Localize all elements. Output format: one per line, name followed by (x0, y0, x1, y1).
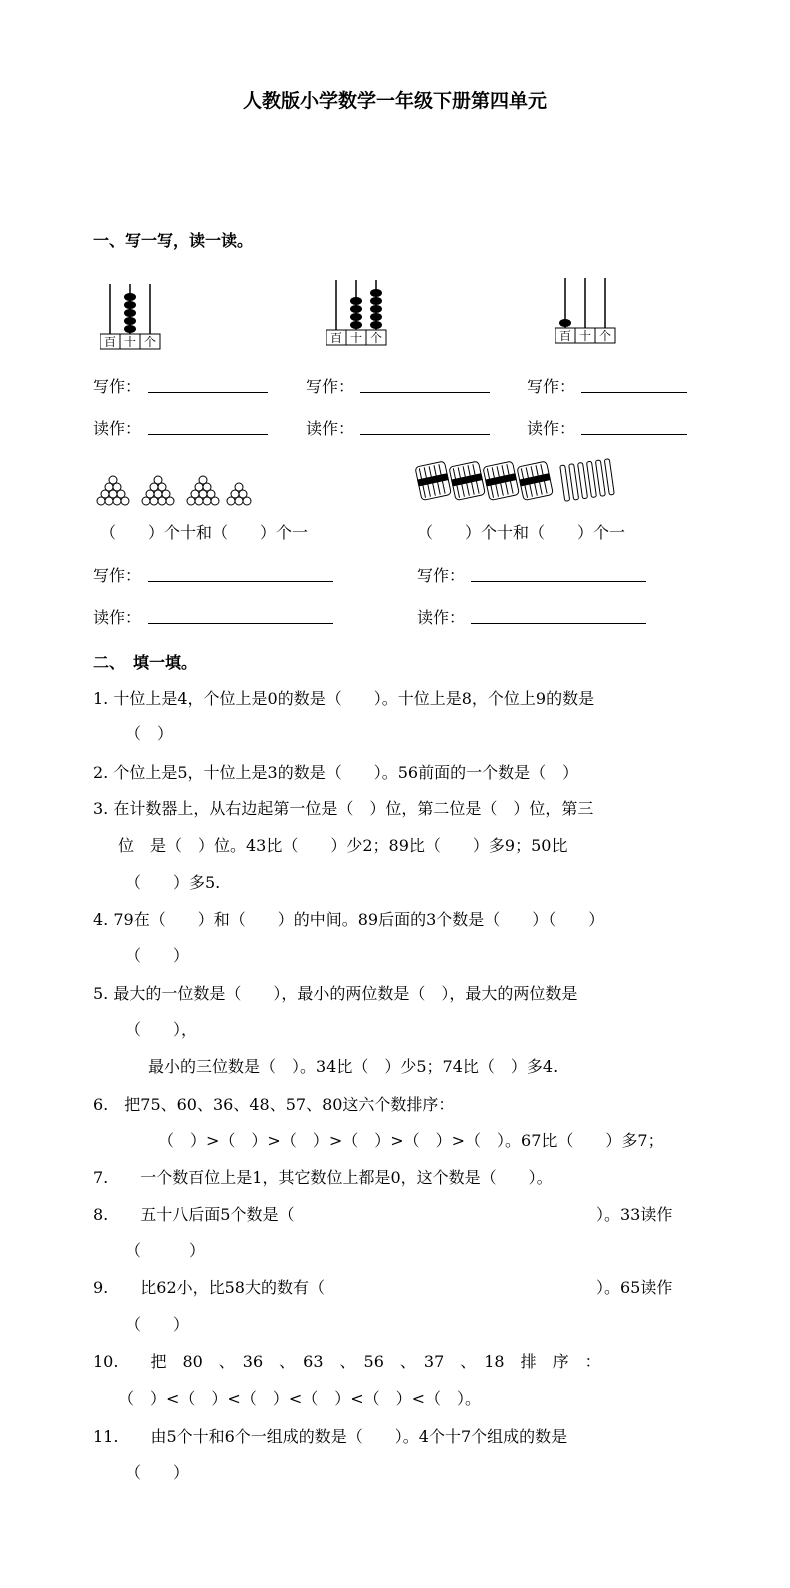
stick-bundles-image (412, 456, 617, 502)
abacus-3-hundreds-bead (559, 319, 571, 327)
read-label: 读作： (527, 419, 576, 438)
page-title: 人教版小学数学一年级下册第四单元 (242, 90, 547, 112)
question-7: 7. 一个数百位上是1，其它数位上都是0，这个数是（ ）。 (93, 1168, 553, 1187)
question-11-cont: （ ） (125, 1463, 190, 1482)
write-blank[interactable] (148, 581, 333, 582)
question-3: 3. 在计数器上，从右边起第一位是（ ）位，第二位是（ ）位，第三 (93, 799, 594, 818)
read-blank[interactable] (148, 623, 333, 624)
count-prompt-right: （ ）个十和（ ）个一 (417, 523, 626, 542)
question-10: 10. 把 80 、 36 、 63 、 56 、 37 、 18 排 序 ： (93, 1352, 601, 1371)
svg-text:百: 百 (558, 329, 572, 343)
write-label: 写作： (306, 377, 355, 396)
question-9-cont: （ ） (125, 1315, 190, 1334)
question-8-end: ）。33读作 (596, 1205, 673, 1224)
abacus-2-tens-beads (350, 297, 362, 329)
question-2: 2. 个位上是5，十位上是3的数是（ ）。56前面的一个数是（ ） (93, 763, 579, 782)
read-label: 读作： (93, 419, 142, 438)
place-label-ones: 个 (143, 335, 157, 349)
section-2-heading: 二、 填一填。 (93, 653, 198, 672)
place-label-tens: 十 (123, 335, 137, 349)
abacus-2-ones-beads (370, 289, 382, 329)
abacus-1 (100, 282, 162, 350)
question-11: 11. 由5个十和6个一组成的数是（ ）。4个十7个组成的数是 (93, 1427, 568, 1446)
ball-triangles-image (96, 474, 261, 508)
svg-text:十: 十 (578, 329, 592, 343)
question-8: 8. 五十八后面5个数是（ (93, 1205, 295, 1224)
write-blank[interactable] (148, 392, 268, 393)
count-prompt-left: （ ）个十和（ ）个一 (100, 523, 309, 542)
read-blank[interactable] (471, 623, 646, 624)
svg-text:百: 百 (329, 331, 343, 345)
question-9-end: ）。65读作 (596, 1278, 673, 1297)
read-label: 读作： (93, 608, 142, 627)
write-label: 写作： (93, 377, 142, 396)
question-6-cont: （ ）>（ ）>（ ）>（ ）>（ ）>（ ）。67比（ ）多7； (158, 1131, 664, 1150)
question-9: 9. 比62小，比58大的数有（ (93, 1278, 325, 1297)
question-6: 6. 把75、60、36、48、57、80这六个数排序： (93, 1095, 455, 1114)
write-blank[interactable] (471, 581, 646, 582)
question-4-cont: （ ） (125, 946, 190, 965)
question-1-cont: （ ） (125, 724, 174, 743)
question-1: 1. 十位上是4，个位上是0的数是（ ）。十位上是8，个位上9的数是 (93, 689, 595, 708)
write-label: 写作： (417, 566, 466, 585)
section-1-heading: 一、写一写，读一读。 (93, 231, 254, 250)
write-label: 写作： (93, 566, 142, 585)
question-3-cont: （ ）多5. (125, 873, 221, 892)
question-5-cont: 最小的三位数是（ ）。34比（ ）少5；74比（ ）多4. (148, 1057, 559, 1076)
question-4: 4. 79在（ ）和（ ）的中间。89后面的3个数是（ ）（ ） (93, 910, 605, 929)
place-label-hundreds: 百 (103, 335, 117, 349)
read-label: 读作： (417, 608, 466, 627)
write-label: 写作： (527, 377, 576, 396)
question-10-cont: （ ）<（ ）<（ ）<（ ）<（ ）<（ ）。 (118, 1389, 482, 1408)
abacus-1-tens-beads (124, 293, 136, 333)
abacus-3 (555, 276, 617, 344)
read-label: 读作： (306, 419, 355, 438)
question-8-cont: （ ） (125, 1241, 206, 1260)
read-blank[interactable] (581, 434, 687, 435)
svg-text:个: 个 (369, 331, 383, 345)
abacus-2 (326, 278, 388, 346)
question-5-cont: （ ）， (125, 1020, 198, 1039)
write-blank[interactable] (360, 392, 490, 393)
read-blank[interactable] (148, 434, 268, 435)
svg-text:个: 个 (598, 329, 612, 343)
svg-text:十: 十 (349, 331, 363, 345)
read-blank[interactable] (360, 434, 490, 435)
question-3-cont: 位 是（ ）位。43比（ ）少2；89比（ ）多9；50比 (118, 836, 568, 855)
write-blank[interactable] (581, 392, 687, 393)
question-5: 5. 最大的一位数是（ ），最小的两位数是（ ），最大的两位数是 (93, 984, 578, 1003)
